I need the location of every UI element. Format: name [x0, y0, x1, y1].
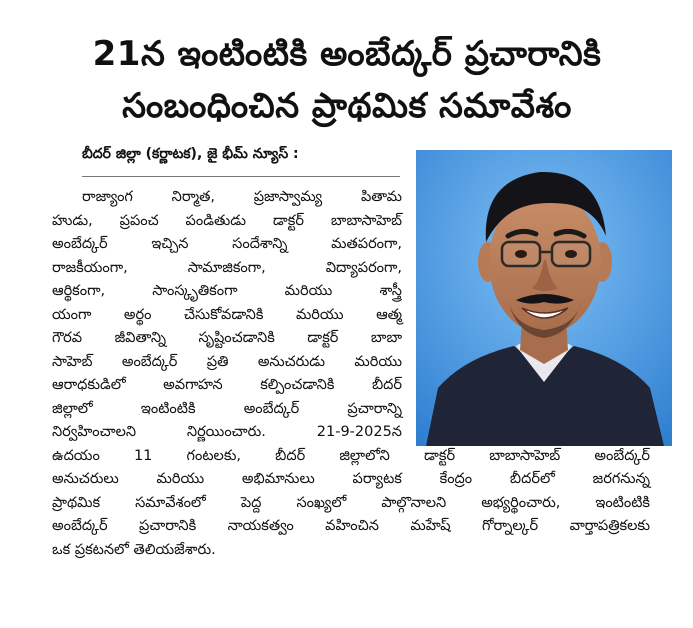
- dateline: బీదర్ జిల్లా (కర్ణాటక), జై భీమ్ న్యూస్ :: [82, 146, 299, 162]
- headline: [22, 28, 672, 132]
- body-line: అంబేద్కర్ ప్రచారానికి నాయకత్వం వహించిన మహేష్ గోర్నాల్కర్ వార్తాపత్రికలకు: [52, 518, 650, 534]
- body-wide-column: [52, 445, 652, 563]
- article-body: [52, 186, 652, 562]
- body-line: అనుచరులు మరియు అభిమానులు పర్యాటక కేంద్రం బీదర్‌లో జరగనున్న: [52, 471, 650, 487]
- dateline-divider: [82, 176, 400, 177]
- body-line: అంబేద్కర్ ఇచ్చిన సందేశాన్ని మతపరంగా,: [52, 236, 402, 252]
- body-narrow-column: [52, 186, 652, 445]
- body-line: హుడు, ప్రపంచ పండితుడు డాక్టర్ బాబాసాహెబ్: [52, 212, 402, 229]
- body-line: యంగా అర్థం చేసుకోవడానికి మరియు ఆత్మ: [52, 306, 402, 323]
- body-line: ఒక ప్రకటనలో తెలియజేశారు.: [52, 541, 216, 558]
- body-line: రాజ్యాంగ నిర్మాత, ప్రజాస్వామ్య పితామ: [82, 189, 402, 205]
- body-line: ఉదయం 11 గంటలకు, బీదర్ జిల్లాలోని డాక్టర్ బాబాసాహెబ్ అంబేద్కర్: [52, 447, 650, 464]
- body-line: గౌరవ జీవితాన్ని సృష్టించడానికి డాక్టర్ బాబా: [52, 330, 402, 346]
- body-line: జిల్లాలో ఇంటింటికి అంబేద్కర్ ప్రచారాన్ని: [52, 400, 402, 417]
- headline-line-2: సంబంధించిన ప్రాథమిక సమావేశం: [122, 86, 572, 126]
- body-line: ఆర్థికంగా, సాంస్కృతికంగా మరియు శాస్త్రీ: [52, 283, 402, 299]
- news-clipping: [22, 10, 672, 620]
- body-line: రాజకీయంగా, సామాజికంగా, విద్యాపరంగా,: [52, 259, 402, 276]
- body-line: నిర్వహించాలని నిర్ణయించారు. 21-9-2025న: [52, 424, 402, 440]
- headline-line-1: 21న ఇంటింటికి అంబేద్కర్ ప్రచారానికి: [92, 34, 602, 74]
- body-line: ప్రాథమిక సమావేశంలో పెద్ద సంఖ్యలో పాల్గొనాలని అభ్యర్థించారు, ఇంటింటికి: [52, 494, 650, 511]
- body-line: సాహెబ్ అంబేద్కర్ ప్రతి అనుచరుడు మరియు: [52, 353, 402, 370]
- body-line: ఆరాధకుడిలో అవగాహన కల్పించడానికి బీదర్: [52, 377, 402, 393]
